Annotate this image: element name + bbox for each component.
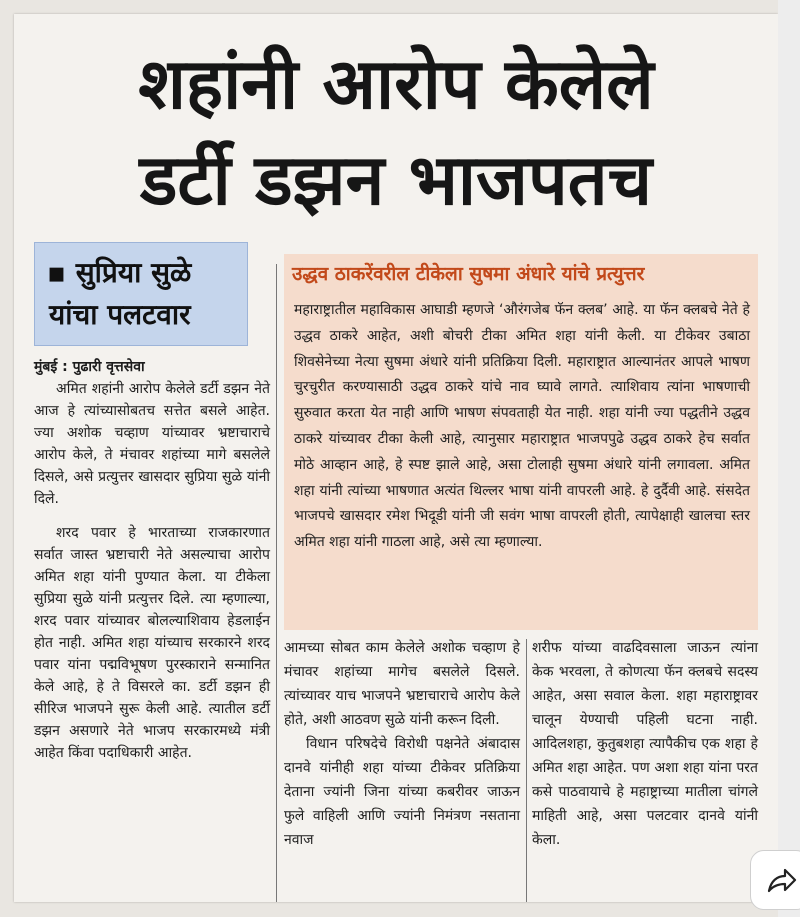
column-1-paragraph-2: शरद पवार हे भारताच्या राजकारणात सर्वात जास्त भ्रष्टाचारी नेते असल्याचा आरोप अमित शहा यांनी पुण्यात केला. या टीकेला सुप्रिया सुळे यांनी प्रत्युत्तर दिले. त्या म्हणाल्या, शरद पवार यांच्यावर बोलल्याशिवाय हेडलाईन होत नाही. अमित शहा यांच्याच सरकारने शरद पवार यांना पद्मविभूषण पुरस्काराने सन्मानित केले आहे, हे ते विसरले का. डर्टी डझन ही सीरिज भाजपने सुरू केली आहे. त्यातील डर्टी डझन असणारे नेते भाजप सरकारमध्ये मंत्री आहेत किंवा पदाधिकारी आहेत. [34, 525, 270, 761]
headline-line-1: शहांनी आरोप केलेले [138, 43, 654, 125]
column-2-paragraph-1: आमच्या सोबत काम केलेले अशोक चव्हाण हे मंचावर शहांच्या मागेच बसलेले दिसले. त्यांच्यावर याच भाजपने भ्रष्टाचाराचे आरोप केले होते, अशी आठवण सुळे यांनी करून दिली. [284, 640, 520, 728]
side-subheading-line-1: ▪ सुप्रिया सुळे [47, 256, 192, 289]
column-divider [526, 639, 527, 902]
share-button[interactable] [750, 850, 800, 910]
article-column-2 [284, 636, 520, 852]
column-2-paragraph-2: विधान परिषदेचे विरोधी पक्षनेते अंबादास दानवे यांनीही शहा यांच्या टीकेवर प्रतिक्रिया देताना ज्यांनी जिना यांच्या कबरीवर जाऊन फुले वाहिली आणि ज्यांनी निमंत्रण नसताना नवाज [284, 736, 520, 848]
column-1-paragraph-1: अमित शहांनी आरोप केलेले डर्टी डझन नेते आज हे त्यांच्यासोबतच सत्तेत बसले आहेत. ज्या अशोक चव्हाण यांच्यावर भ्रष्टाचाराचे आरोप केले, ते मंचावर शहांच्या मागे बसलेले दिसले, असे प्रत्युत्तर खासदार सुप्रिया सुळे यांनी दिले. [34, 381, 270, 507]
highlight-box [284, 254, 758, 630]
headline-line-2: डर्टी डझन भाजपतच [139, 139, 653, 221]
side-subheading-box [34, 242, 248, 346]
newspaper-clipping [14, 14, 778, 902]
article-column-3 [532, 636, 758, 852]
right-margin [778, 0, 800, 917]
headline [14, 36, 778, 228]
box-body-text: महाराष्ट्रातील महाविकास आघाडी म्हणजे ‘औरंगजेब फॅन क्लब’ आहे. या फॅन क्लबचे नेते हे उद्धव ठाकरे आहेत, अशी बोचरी टीका अमित शहा यांनी केली. या टीकेवर उबाठा शिवसेनेच्या नेत्या सुषमा अंधारे यांनी प्रतिक्रिया दिली. महाराष्ट्रात आल्यानंतर आपले भाषण चुरचुरीत करण्यासाठी उद्धव ठाकरे यांचे नाव घ्यावे लागते. त्याशिवाय त्यांना भाषणाची सुरुवात करता येत नाही आणि भाषण संपवताही येत नाही. शहा यांनी ज्या पद्धतीने उद्धव ठाकरे यांच्यावर टीका केली आहे, त्यानुसार महाराष्ट्रात भाजपपुढे उद्धव ठाकरे हेच सर्वात मोठे आव्हान आहे, हे स्पष्ट झाले आहे, असा टोलाही सुषमा अंधारे यांनी लगावला. अमित शहा यांनी त्यांच्या भाषणात अत्यंत थिल्लर भाषा यांनी वापरली आहे. हे दुर्दैवी आहे. संसदेत भाजपचे खासदार रमेश भिदूडी यांनी जी सवंग भाषा वापरली होती, त्यापेक्षाही खालचा स्तर अमित शहा यांनी गाठला आहे, असे त्या म्हणाल्या. [294, 302, 750, 551]
side-subheading-line-2: यांचा पलटवार [49, 298, 191, 331]
dateline: मुंबई : पुढारी वृत्तसेवा [34, 359, 145, 375]
box-subheadline: उद्धव ठाकरेंवरील टीकेला सुषमा अंधारे यांचे प्रत्युत्तर [292, 263, 645, 285]
article-column-1 [34, 356, 270, 764]
column-divider [276, 264, 277, 902]
share-arrow-icon [761, 861, 800, 901]
column-3-paragraph-1: शरीफ यांच्या वाढदिवसाला जाऊन त्यांना केक भरवला, ते कोणत्या फॅन क्लबचे सदस्य आहेत, असा सवाल केला. शहा महाराष्ट्रावर चालून येण्याची पहिली घटना नाही. आदिलशहा, कुतुबशहा त्यापैकीच एक शहा हे अमित शहा आहेत. पण अशा शहा यांना परत कसे पाठवायाचे हे महाष्ट्राच्या मातीला चांगले माहिती आहे, असा पलटवार दानवे यांनी केला. [532, 640, 758, 848]
